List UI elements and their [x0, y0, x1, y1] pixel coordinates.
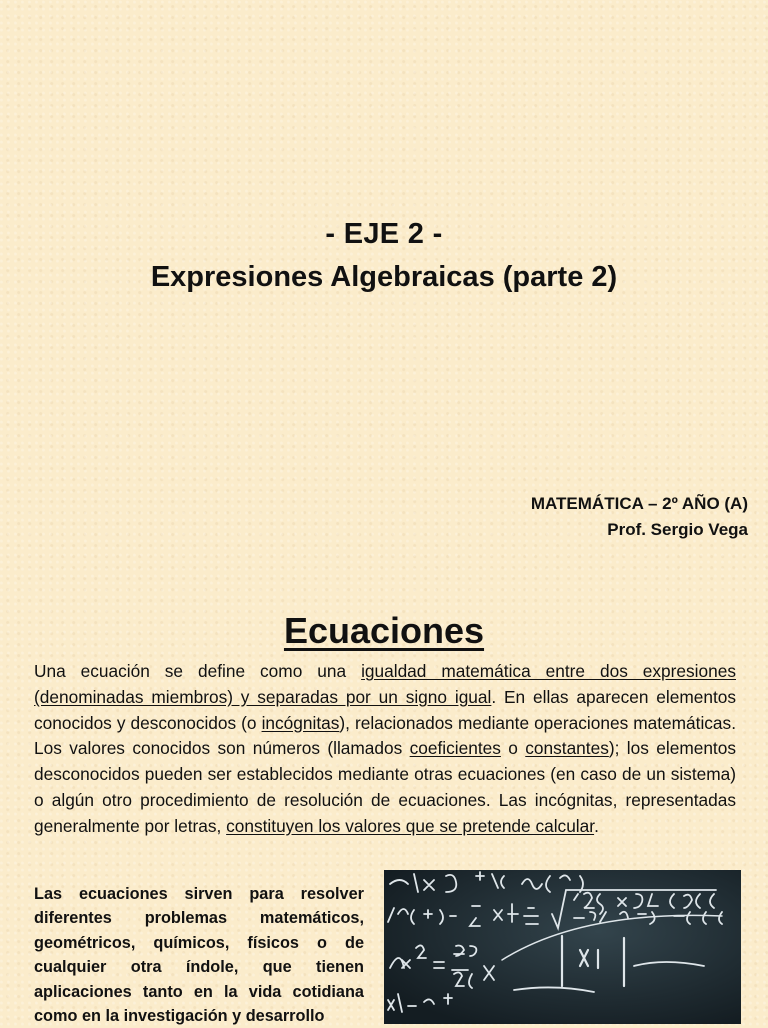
para-underline-3: coeficientes [409, 738, 501, 759]
course-label: MATEMÁTICA – 2º AÑO (A) [530, 494, 748, 513]
definition-paragraph [34, 659, 736, 840]
para-text-6: . [594, 815, 599, 836]
side-paragraph: Las ecuaciones sirven para resolver diferentes problemas matemáticos, geométricos, químicos, físicos o de cualquier otra índole, que tienen aplicaciones tanto en la vida cotidiana como en la investigación y desarrollo [34, 885, 364, 1026]
chalkboard-math-image [384, 870, 741, 1024]
para-underline-5: constituyen los valores que se pretende calcular [226, 815, 595, 836]
para-text-5: ); los elementos desconocidos pueden ser establecidos mediante otras ecuaciones (en caso de un sistema) o algún otro procedimiento de resolución de ecuaciones. Las incógnitas, representadas generalmente por letras, [34, 738, 736, 836]
content-slide [0, 580, 768, 1024]
para-underline-2: incógnitas [261, 712, 340, 733]
para-text-3: ), relacionados mediante operaciones matemáticas. Los valores conocidos son números (llamados [34, 712, 736, 759]
para-text-2: . En ellas aparecen elementos conocidos y desconocidos (o [34, 686, 737, 733]
professor-label: Prof. Sergio Vega [607, 520, 748, 539]
eje-title: - EJE 2 - [325, 218, 443, 250]
para-text-1: Una ecuación se define como una [34, 661, 362, 681]
para-text-4: o [500, 738, 526, 759]
slide-subtitle: Expresiones Algebraicas (parte 2) [150, 261, 618, 293]
para-underline-1: igualdad matemática entre dos expresiones (denominadas miembros) y separadas por un signo igual [34, 661, 736, 707]
section-heading: Ecuaciones [283, 610, 485, 651]
para-underline-4: constantes [525, 738, 609, 759]
